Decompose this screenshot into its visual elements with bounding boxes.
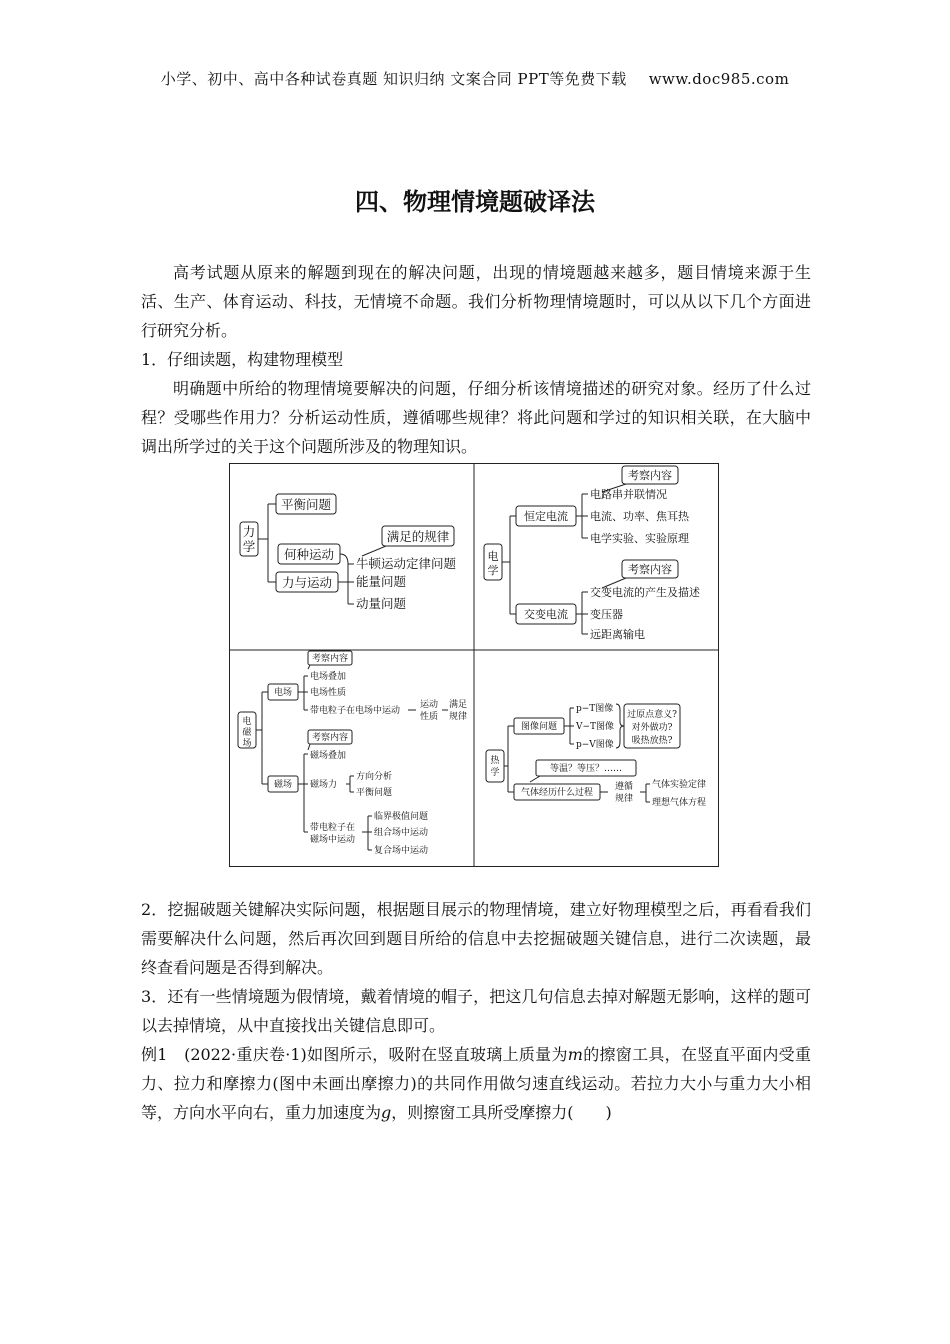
mechanics-satisfy-rule: 满足的规律 xyxy=(386,529,450,544)
mechanics-motion-type: 何种运动 xyxy=(283,547,335,562)
electricity-ac: 交变电流 xyxy=(524,608,568,621)
header-text: 小学、初中、高中各种试卷真题 知识归纳 文案合同 PPT等免费下载 xyxy=(160,70,627,88)
mechanics-item-momentum: 动量问题 xyxy=(356,596,407,611)
header-site-link[interactable]: www.doc985.com xyxy=(648,70,790,88)
thermal-gas-process: 气体经历什么过程 xyxy=(520,788,594,798)
mechanics-balance: 平衡问题 xyxy=(280,497,332,512)
em-root-2: 磁 xyxy=(242,728,252,738)
knowledge-diagram-svg xyxy=(230,464,718,866)
em-force-item-2: 平衡问题 xyxy=(356,788,393,798)
electricity-dc-item-3: 电学实验、实验原理 xyxy=(590,532,689,545)
electricity-root-1: 电 xyxy=(487,550,499,563)
electricity-exam-label-1: 考察内容 xyxy=(628,469,672,482)
example-text-3: ，则擦窗工具所受摩擦力( ) xyxy=(391,1103,612,1122)
thermal-question-1: 过原点意义? xyxy=(627,710,677,720)
thermal-image-VT: V−T图像 xyxy=(576,722,615,732)
thermal-image-problem: 图像问题 xyxy=(520,722,558,732)
electricity-dc-item-2: 电流、功率、焦耳热 xyxy=(590,510,689,523)
em-electric-item-2: 电场性质 xyxy=(310,688,347,698)
example-text-2: 的擦窗工具，在竖直平面内受重力、拉力和摩擦力(图中未画出摩擦力)的共同作用做匀速直线运动。若拉力大小与重力大小相等，方向水平向右，重力加速度为 xyxy=(141,1045,811,1122)
em-mag-superpose: 磁场叠加 xyxy=(310,751,347,761)
mechanics-root-1: 力 xyxy=(242,524,256,539)
intro-paragraph: 高考试题从原来的解题到现在的解决问题，出现的情境题越来越多，题目情境来源于生活、生产、体育运动、科技，无情境不命题。我们分析物理情境题时，可以从以下几个方面进行研究分析。 xyxy=(141,263,811,340)
em-exam-label-1: 考察内容 xyxy=(311,654,349,664)
electricity-dc-item-1: 电路串并联情况 xyxy=(590,488,667,501)
em-magnetic: 磁场 xyxy=(273,780,293,790)
section-2-paragraph: 2．挖掘破题关键解决实际问题，根据题目展示的物理情境，建立好物理模型之后，再看看我们需要解决什么问题，然后再次回到题目所给的信息中去挖掘破题关键信息，进行二次读题，最终查看问题是否得到解决。 xyxy=(141,900,811,977)
thermal-law-1: 气体实验定律 xyxy=(652,780,707,790)
electricity-dc: 恒定电流 xyxy=(524,510,568,523)
em-particle-2: 磁场中运动 xyxy=(310,835,356,845)
em-satisfy-rule-1: 满足 xyxy=(448,700,468,710)
thermal-question-3: 吸热放热? xyxy=(631,736,673,746)
electricity-ac-item-2: 变压器 xyxy=(590,608,623,621)
knowledge-diagram xyxy=(229,463,719,867)
em-satisfy-rule-2: 规律 xyxy=(448,712,468,722)
em-particle-item-2: 组合场中运动 xyxy=(374,828,429,838)
em-electric-item-3: 带电粒子在电场中运动 xyxy=(310,706,401,716)
em-electric: 电场 xyxy=(273,688,293,698)
electricity-exam-label-2: 考察内容 xyxy=(628,563,672,576)
thermal-follow-rule-2: 规律 xyxy=(614,794,634,804)
em-root-3: 场 xyxy=(242,739,252,749)
section-1-body: 明确题中所给的物理情境要解决的问题，仔细分析该情境描述的研究对象。经历了什么过程？受哪些作用力？分析运动性质，遵循哪些规律？将此问题和学过的知识相关联，在大脑中调出所学过的关于这个问题所涉及的物理知识。 xyxy=(141,379,811,456)
section-3-paragraph: 3．还有一些情境题为假情境，戴着情境的帽子，把这几句信息去掉对解题无影响，这样的题可以去掉情境，从中直接找出关键信息即可。 xyxy=(141,987,811,1035)
electricity-ac-item-3: 远距离输电 xyxy=(590,628,645,641)
mechanics-root-2: 学 xyxy=(242,539,256,554)
mechanics-item-newton: 牛顿运动定律问题 xyxy=(356,556,457,571)
thermal-question-2: 对外做功? xyxy=(631,723,673,733)
em-motion-nature-1: 运动 xyxy=(419,700,439,710)
em-root-1: 电 xyxy=(242,717,252,727)
thermal-follow-rule-1: 遵循 xyxy=(614,782,634,792)
mechanics-force-motion: 力与运动 xyxy=(281,575,333,590)
page-title: 四、物理情境题破译法 xyxy=(355,188,595,216)
mechanics-item-energy: 能量问题 xyxy=(356,574,407,589)
thermal-root-1: 热 xyxy=(490,756,500,766)
example-1 xyxy=(141,1040,811,1127)
electricity-ac-item-1: 交变电流的产生及描述 xyxy=(590,586,700,599)
em-particle-item-3: 复合场中运动 xyxy=(374,846,429,856)
page-header xyxy=(0,68,950,89)
section-1-heading: 1．仔细读题，构建物理模型 xyxy=(141,350,344,369)
em-particle-item-1: 临界极值问题 xyxy=(374,812,429,822)
em-mag-force: 磁场力 xyxy=(310,780,338,790)
thermal-image-pT: p−T图像 xyxy=(576,704,614,714)
thermal-law-2: 理想气体方程 xyxy=(652,798,707,808)
example-var-m: m xyxy=(567,1045,583,1064)
em-electric-item-1: 电场叠加 xyxy=(310,672,347,682)
thermal-isothermal: 等温？等压？…… xyxy=(549,764,623,774)
em-particle-1: 带电粒子在 xyxy=(310,823,356,833)
thermal-root-2: 学 xyxy=(490,768,500,778)
example-label: 例1 xyxy=(141,1045,168,1064)
em-exam-label-2: 考察内容 xyxy=(311,733,349,743)
example-var-g: g xyxy=(381,1103,392,1122)
em-force-item-1: 方向分析 xyxy=(356,772,393,782)
example-source: (2022·重庆卷·1) xyxy=(184,1045,307,1064)
example-text-1: 如图所示，吸附在竖直玻璃上质量为 xyxy=(306,1045,568,1064)
thermal-image-pV: p−V图像 xyxy=(576,740,614,750)
em-motion-nature-2: 性质 xyxy=(419,712,439,722)
electricity-root-2: 学 xyxy=(487,564,499,577)
